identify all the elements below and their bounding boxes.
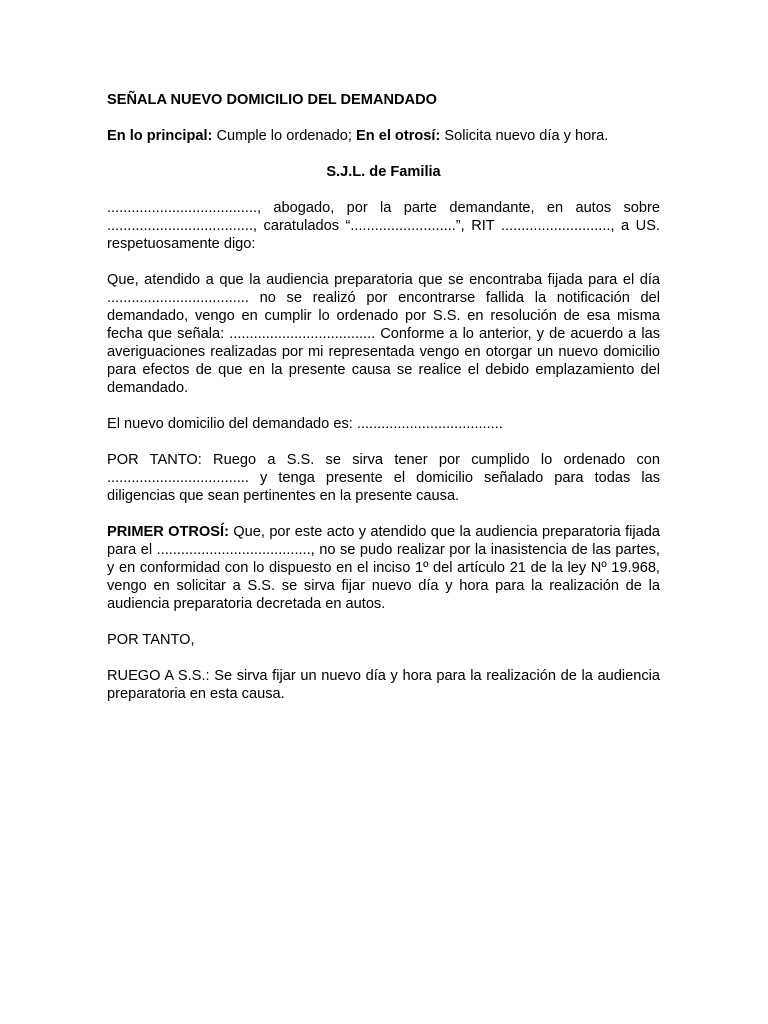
body-paragraph: Que, atendido a que la audiencia preparatoria que se encontraba fijada para el día ................................... no se realizó por encontrarse fallida la notificación del demandado, vengo en cumplir lo ordenado por S.S. en resolución de esa misma fecha que señala: .................................... Conforme a lo anterior, y de acuerdo a las averiguaciones realizadas por mi representada vengo en otorgar un nuevo domicilio para efectos de que en la presente causa se realice el debido emplazamiento del demandado. <box>107 272 660 396</box>
otrosi-text: Solicita nuevo día y hora. <box>440 128 609 144</box>
otrosi-label: En el otrosí: <box>356 128 441 144</box>
principal-label: En lo principal: <box>107 128 213 144</box>
intro-paragraph: ....................................., abogado, por la parte demandante, en autos sobre ...................................., caratulados “..........................”, RIT ..........................., a US. respetuosamente digo: <box>107 200 660 252</box>
por-tanto-paragraph: POR TANTO: Ruego a S.S. se sirva tener por cumplido lo ordenado con ................................... y tenga presente el domicilio señalado para todas las diligencias que sean pertinentes en la presente causa. <box>107 452 660 504</box>
document-title: SEÑALA NUEVO DOMICILIO DEL DEMANDADO <box>107 92 437 108</box>
document-body <box>107 91 660 721</box>
primer-otrosi-label: PRIMER OTROSÍ: <box>107 524 229 540</box>
ruego-paragraph: RUEGO A S.S.: Se sirva fijar un nuevo día y hora para la realización de la audiencia preparatoria en esta causa. <box>107 668 660 702</box>
new-address-paragraph: El nuevo domicilio del demandado es: .................................... <box>107 416 503 432</box>
court-heading: S.J.L. de Familia <box>326 164 441 180</box>
principal-text: Cumple lo ordenado; <box>212 128 356 144</box>
primer-otrosi-paragraph <box>107 523 660 613</box>
primer-otrosi-text: Que, por este acto y atendido que la audiencia preparatoria fijada para el ......................................, no se pudo realizar por la inasistencia de las partes, y en conformidad con lo dispuesto en el inciso 1º del artículo 21 de la ley Nº 19.968, vengo en solicitar a S.S. se sirva fijar nuevo día y hora para la realización de la audiencia preparatoria decretada en autos. <box>107 524 660 612</box>
summary-line <box>107 127 660 145</box>
por-tanto-second: POR TANTO, <box>107 632 195 648</box>
